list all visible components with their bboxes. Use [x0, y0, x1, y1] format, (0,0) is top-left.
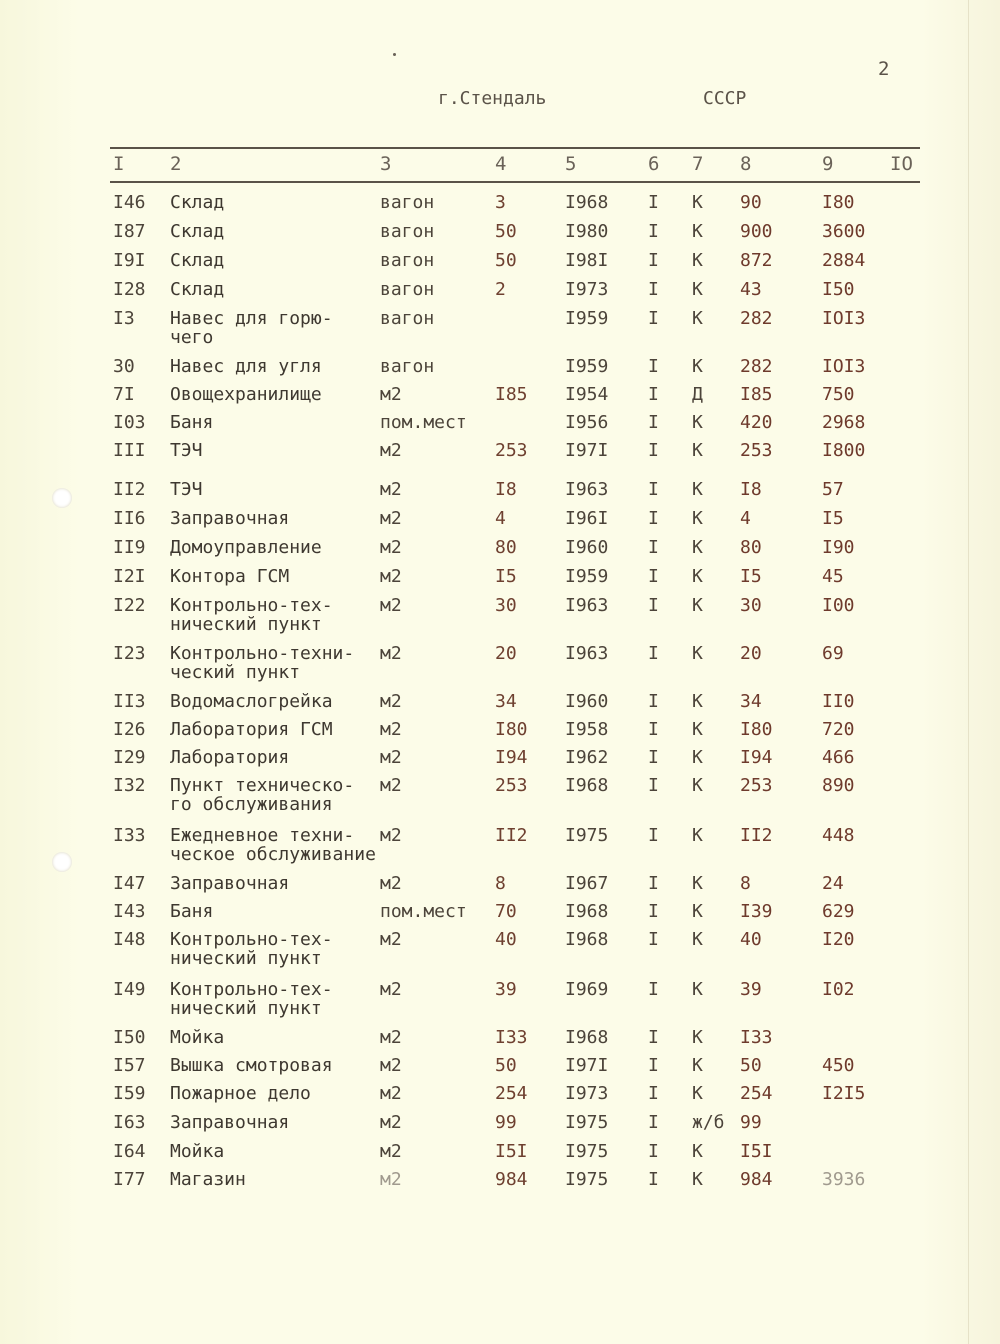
column-9-value: 466 — [822, 747, 855, 768]
column-header-6: 6 — [648, 153, 660, 175]
object-name: Склад — [170, 250, 225, 271]
material-code: К — [692, 192, 703, 213]
year-built: I963 — [565, 595, 609, 616]
material-code: К — [692, 595, 703, 616]
column-9-value: I02 — [822, 979, 855, 1000]
table-row — [0, 309, 1000, 359]
year-built: I973 — [565, 279, 609, 300]
column-6-value: I — [648, 873, 659, 894]
row-number: II6 — [113, 508, 146, 529]
column-8-value: 420 — [740, 412, 773, 433]
column-9-value: 57 — [822, 479, 844, 500]
unit: м2 — [380, 1169, 402, 1190]
row-number: I43 — [113, 901, 146, 922]
column-8-value: 253 — [740, 775, 773, 796]
table-row — [0, 776, 1000, 826]
quantity: I5 — [495, 566, 517, 587]
material-code: К — [692, 479, 703, 500]
unit: м2 — [380, 719, 402, 740]
column-9-value: 69 — [822, 643, 844, 664]
material-code: Д — [692, 384, 703, 405]
column-8-value: I8 — [740, 479, 762, 500]
column-9-value: 750 — [822, 384, 855, 405]
row-number: I77 — [113, 1169, 146, 1190]
object-name: Заправочная — [170, 1112, 290, 1133]
object-name: Контрольно-тех- нический пункт — [170, 929, 333, 969]
unit: вагон — [380, 250, 435, 271]
ink-dot — [393, 53, 396, 56]
object-name: Домоуправление — [170, 537, 322, 558]
unit: м2 — [380, 440, 402, 461]
row-number: I2I — [113, 566, 146, 587]
object-name: Склад — [170, 192, 225, 213]
column-6-value: I — [648, 192, 659, 213]
table-row — [0, 1170, 1000, 1220]
unit: м2 — [380, 825, 402, 846]
column-8-value: 80 — [740, 537, 762, 558]
year-built: I975 — [565, 1141, 609, 1162]
object-name: Склад — [170, 279, 225, 300]
column-6-value: I — [648, 929, 659, 950]
row-number: I63 — [113, 1112, 146, 1133]
unit: м2 — [380, 384, 402, 405]
column-9-value: 450 — [822, 1055, 855, 1076]
column-8-value: 30 — [740, 595, 762, 616]
year-built: I968 — [565, 1027, 609, 1048]
year-built: I980 — [565, 221, 609, 242]
unit: м2 — [380, 929, 402, 950]
column-6-value: I — [648, 595, 659, 616]
unit: м2 — [380, 508, 402, 529]
unit: м2 — [380, 595, 402, 616]
year-built: I975 — [565, 1169, 609, 1190]
column-6-value: I — [648, 221, 659, 242]
column-9-value: 3600 — [822, 221, 866, 242]
material-code: К — [692, 250, 703, 271]
material-code: К — [692, 279, 703, 300]
table-row — [0, 930, 1000, 980]
column-8-value: I94 — [740, 747, 773, 768]
quantity: 30 — [495, 595, 517, 616]
column-6-value: I — [648, 643, 659, 664]
column-8-value: 8 — [740, 873, 751, 894]
object-name: Овощехранилище — [170, 384, 322, 405]
column-8-value: 282 — [740, 308, 773, 329]
quantity: 8 — [495, 873, 506, 894]
quantity: 3 — [495, 192, 506, 213]
object-name: Мойка — [170, 1027, 225, 1048]
column-9-value: I00 — [822, 595, 855, 616]
object-name: Магазин — [170, 1169, 246, 1190]
column-6-value: I — [648, 356, 659, 377]
column-8-value: 872 — [740, 250, 773, 271]
material-code: К — [692, 308, 703, 329]
column-6-value: I — [648, 775, 659, 796]
material-code: К — [692, 221, 703, 242]
row-number: I3 — [113, 308, 135, 329]
object-name: Контора ГСМ — [170, 566, 290, 587]
row-number: I48 — [113, 929, 146, 950]
column-6-value: I — [648, 691, 659, 712]
object-name: Вышка смотровая — [170, 1055, 333, 1076]
year-built: I968 — [565, 192, 609, 213]
city-heading: г.Стендаль — [438, 88, 547, 109]
quantity: 20 — [495, 643, 517, 664]
year-built: I958 — [565, 719, 609, 740]
column-6-value: I — [648, 412, 659, 433]
column-6-value: I — [648, 825, 659, 846]
column-8-value: I33 — [740, 1027, 773, 1048]
column-6-value: I — [648, 384, 659, 405]
material-code: К — [692, 412, 703, 433]
column-6-value: I — [648, 1141, 659, 1162]
material-code: К — [692, 979, 703, 1000]
column-header-7: 7 — [692, 153, 704, 175]
quantity: 50 — [495, 221, 517, 242]
column-9-value: I20 — [822, 929, 855, 950]
column-8-value: 254 — [740, 1083, 773, 1104]
object-name: Баня — [170, 901, 214, 922]
column-6-value: I — [648, 308, 659, 329]
material-code: К — [692, 929, 703, 950]
column-9-value: I80 — [822, 192, 855, 213]
material-code: К — [692, 1027, 703, 1048]
table-row — [0, 826, 1000, 876]
column-9-value: I2I5 — [822, 1083, 866, 1104]
material-code: К — [692, 691, 703, 712]
column-8-value: 99 — [740, 1112, 762, 1133]
object-name: ТЭЧ — [170, 440, 203, 461]
column-6-value: I — [648, 440, 659, 461]
column-9-value: I50 — [822, 279, 855, 300]
material-code: К — [692, 747, 703, 768]
column-6-value: I — [648, 279, 659, 300]
column-9-value: 720 — [822, 719, 855, 740]
year-built: I962 — [565, 747, 609, 768]
object-name: Баня — [170, 412, 214, 433]
quantity: 70 — [495, 901, 517, 922]
column-header-3: 3 — [380, 153, 392, 175]
column-8-value: 43 — [740, 279, 762, 300]
column-6-value: I — [648, 508, 659, 529]
column-9-value: 448 — [822, 825, 855, 846]
quantity: 254 — [495, 1083, 528, 1104]
row-number: I46 — [113, 192, 146, 213]
column-header-1: I — [113, 153, 125, 175]
quantity: I8 — [495, 479, 517, 500]
column-9-value: 890 — [822, 775, 855, 796]
year-built: I975 — [565, 1112, 609, 1133]
column-9-value: 2968 — [822, 412, 866, 433]
unit: м2 — [380, 691, 402, 712]
column-8-value: 34 — [740, 691, 762, 712]
quantity: 99 — [495, 1112, 517, 1133]
column-8-value: 40 — [740, 929, 762, 950]
material-code: К — [692, 719, 703, 740]
column-8-value: 20 — [740, 643, 762, 664]
object-name: Лаборатория — [170, 747, 290, 768]
unit: м2 — [380, 1083, 402, 1104]
quantity: 4 — [495, 508, 506, 529]
row-number: I59 — [113, 1083, 146, 1104]
year-built: I96I — [565, 508, 609, 529]
unit: м2 — [380, 566, 402, 587]
row-number: I50 — [113, 1027, 146, 1048]
column-9-value: I800 — [822, 440, 866, 461]
column-header-4: 4 — [495, 153, 507, 175]
table-row — [0, 596, 1000, 646]
column-8-value: I85 — [740, 384, 773, 405]
unit: м2 — [380, 1112, 402, 1133]
unit: м2 — [380, 1055, 402, 1076]
object-name: Мойка — [170, 1141, 225, 1162]
material-code: К — [692, 1141, 703, 1162]
row-number: I33 — [113, 825, 146, 846]
object-name: Лаборатория ГСМ — [170, 719, 333, 740]
object-name: Контрольно-техни- ческий пункт — [170, 643, 355, 683]
column-8-value: 90 — [740, 192, 762, 213]
quantity: 984 — [495, 1169, 528, 1190]
column-9-value: IOI3 — [822, 308, 866, 329]
column-header-2: 2 — [170, 153, 182, 175]
unit: м2 — [380, 1141, 402, 1162]
column-8-value: 253 — [740, 440, 773, 461]
row-number: I29 — [113, 747, 146, 768]
column-header-5: 5 — [565, 153, 577, 175]
row-number: I49 — [113, 979, 146, 1000]
object-name: ТЭЧ — [170, 479, 203, 500]
material-code: К — [692, 1169, 703, 1190]
object-name: Водомаслогрейка — [170, 691, 333, 712]
row-number: II3 — [113, 691, 146, 712]
column-6-value: I — [648, 1055, 659, 1076]
column-header-9: 9 — [822, 153, 834, 175]
column-8-value: I39 — [740, 901, 773, 922]
column-8-value: I5 — [740, 566, 762, 587]
table-row — [0, 644, 1000, 694]
year-built: I975 — [565, 825, 609, 846]
unit: вагон — [380, 356, 435, 377]
object-name: Склад — [170, 221, 225, 242]
row-number: I22 — [113, 595, 146, 616]
column-9-value: II0 — [822, 691, 855, 712]
material-code: К — [692, 356, 703, 377]
quantity: II2 — [495, 825, 528, 846]
row-number: 7I — [113, 384, 135, 405]
column-9-value: 24 — [822, 873, 844, 894]
year-built: I969 — [565, 979, 609, 1000]
column-8-value: 900 — [740, 221, 773, 242]
year-built: I960 — [565, 537, 609, 558]
column-8-value: 4 — [740, 508, 751, 529]
material-code: К — [692, 537, 703, 558]
row-number: I23 — [113, 643, 146, 664]
material-code: ж/б — [692, 1112, 725, 1133]
unit: м2 — [380, 479, 402, 500]
column-8-value: 984 — [740, 1169, 773, 1190]
quantity: I33 — [495, 1027, 528, 1048]
row-number: II2 — [113, 479, 146, 500]
unit: пом.мест — [380, 412, 467, 433]
object-name: Навес для горю- чего — [170, 308, 333, 348]
column-9-value: 2884 — [822, 250, 866, 271]
quantity: 50 — [495, 250, 517, 271]
row-number: I28 — [113, 279, 146, 300]
column-9-value: IOI3 — [822, 356, 866, 377]
column-8-value: II2 — [740, 825, 773, 846]
column-6-value: I — [648, 250, 659, 271]
material-code: К — [692, 775, 703, 796]
column-9-value: I5 — [822, 508, 844, 529]
page-number: 2 — [878, 58, 890, 80]
quantity: I85 — [495, 384, 528, 405]
column-header-10: IO — [890, 153, 913, 175]
row-number: I32 — [113, 775, 146, 796]
quantity: 50 — [495, 1055, 517, 1076]
column-8-value: 50 — [740, 1055, 762, 1076]
column-6-value: I — [648, 747, 659, 768]
material-code: К — [692, 1083, 703, 1104]
row-number: I9I — [113, 250, 146, 271]
year-built: I954 — [565, 384, 609, 405]
quantity: 34 — [495, 691, 517, 712]
column-9-value: 45 — [822, 566, 844, 587]
column-6-value: I — [648, 479, 659, 500]
row-number: I26 — [113, 719, 146, 740]
column-6-value: I — [648, 1083, 659, 1104]
unit: пом.мест — [380, 901, 467, 922]
year-built: I959 — [565, 308, 609, 329]
row-number: 30 — [113, 356, 135, 377]
row-number: III — [113, 440, 146, 461]
row-number: I87 — [113, 221, 146, 242]
year-built: I98I — [565, 250, 609, 271]
year-built: I968 — [565, 775, 609, 796]
material-code: К — [692, 566, 703, 587]
row-number: I57 — [113, 1055, 146, 1076]
object-name: Контрольно-тех- нический пункт — [170, 595, 333, 635]
column-6-value: I — [648, 1169, 659, 1190]
quantity: 39 — [495, 979, 517, 1000]
column-8-value: 39 — [740, 979, 762, 1000]
object-name: Пожарное дело — [170, 1083, 311, 1104]
table-top-rule — [110, 147, 920, 149]
unit: м2 — [380, 537, 402, 558]
object-name: Заправочная — [170, 508, 290, 529]
year-built: I968 — [565, 929, 609, 950]
unit: м2 — [380, 979, 402, 1000]
material-code: К — [692, 873, 703, 894]
row-number: I03 — [113, 412, 146, 433]
column-8-value: 282 — [740, 356, 773, 377]
material-code: К — [692, 901, 703, 922]
material-code: К — [692, 508, 703, 529]
year-built: I963 — [565, 643, 609, 664]
unit: м2 — [380, 775, 402, 796]
unit: вагон — [380, 308, 435, 329]
quantity: 2 — [495, 279, 506, 300]
object-name: Ежедневное техни- ческое обслуживание — [170, 825, 376, 865]
year-built: I959 — [565, 566, 609, 587]
quantity: 253 — [495, 775, 528, 796]
material-code: К — [692, 1055, 703, 1076]
table-row — [0, 980, 1000, 1030]
object-name: Пункт техническо- го обслуживания — [170, 775, 355, 815]
column-8-value: I80 — [740, 719, 773, 740]
column-9-value: I90 — [822, 537, 855, 558]
object-name: Контрольно-тех- нический пункт — [170, 979, 333, 1019]
material-code: К — [692, 825, 703, 846]
unit: вагон — [380, 192, 435, 213]
year-built: I968 — [565, 901, 609, 922]
row-number: I64 — [113, 1141, 146, 1162]
column-6-value: I — [648, 719, 659, 740]
year-built: I97I — [565, 1055, 609, 1076]
unit: м2 — [380, 1027, 402, 1048]
object-name: Заправочная — [170, 873, 290, 894]
object-name: Навес для угля — [170, 356, 322, 377]
unit: вагон — [380, 279, 435, 300]
year-built: I963 — [565, 479, 609, 500]
quantity: I5I — [495, 1141, 528, 1162]
quantity: I94 — [495, 747, 528, 768]
year-built: I956 — [565, 412, 609, 433]
year-built: I967 — [565, 873, 609, 894]
quantity: I80 — [495, 719, 528, 740]
year-built: I973 — [565, 1083, 609, 1104]
year-built: I959 — [565, 356, 609, 377]
column-6-value: I — [648, 901, 659, 922]
table-header-rule — [110, 181, 920, 183]
material-code: К — [692, 440, 703, 461]
column-9-value: 629 — [822, 901, 855, 922]
column-6-value: I — [648, 537, 659, 558]
column-header-8: 8 — [740, 153, 752, 175]
country-heading: СССР — [703, 88, 747, 109]
column-6-value: I — [648, 979, 659, 1000]
material-code: К — [692, 643, 703, 664]
row-number: II9 — [113, 537, 146, 558]
row-number: I47 — [113, 873, 146, 894]
column-8-value: I5I — [740, 1141, 773, 1162]
quantity: 253 — [495, 440, 528, 461]
column-6-value: I — [648, 1112, 659, 1133]
quantity: 40 — [495, 929, 517, 950]
unit: м2 — [380, 873, 402, 894]
column-6-value: I — [648, 566, 659, 587]
unit: вагон — [380, 221, 435, 242]
column-6-value: I — [648, 1027, 659, 1048]
column-9-value: 3936 — [822, 1169, 866, 1190]
unit: м2 — [380, 643, 402, 664]
year-built: I960 — [565, 691, 609, 712]
year-built: I97I — [565, 440, 609, 461]
quantity: 80 — [495, 537, 517, 558]
unit: м2 — [380, 747, 402, 768]
